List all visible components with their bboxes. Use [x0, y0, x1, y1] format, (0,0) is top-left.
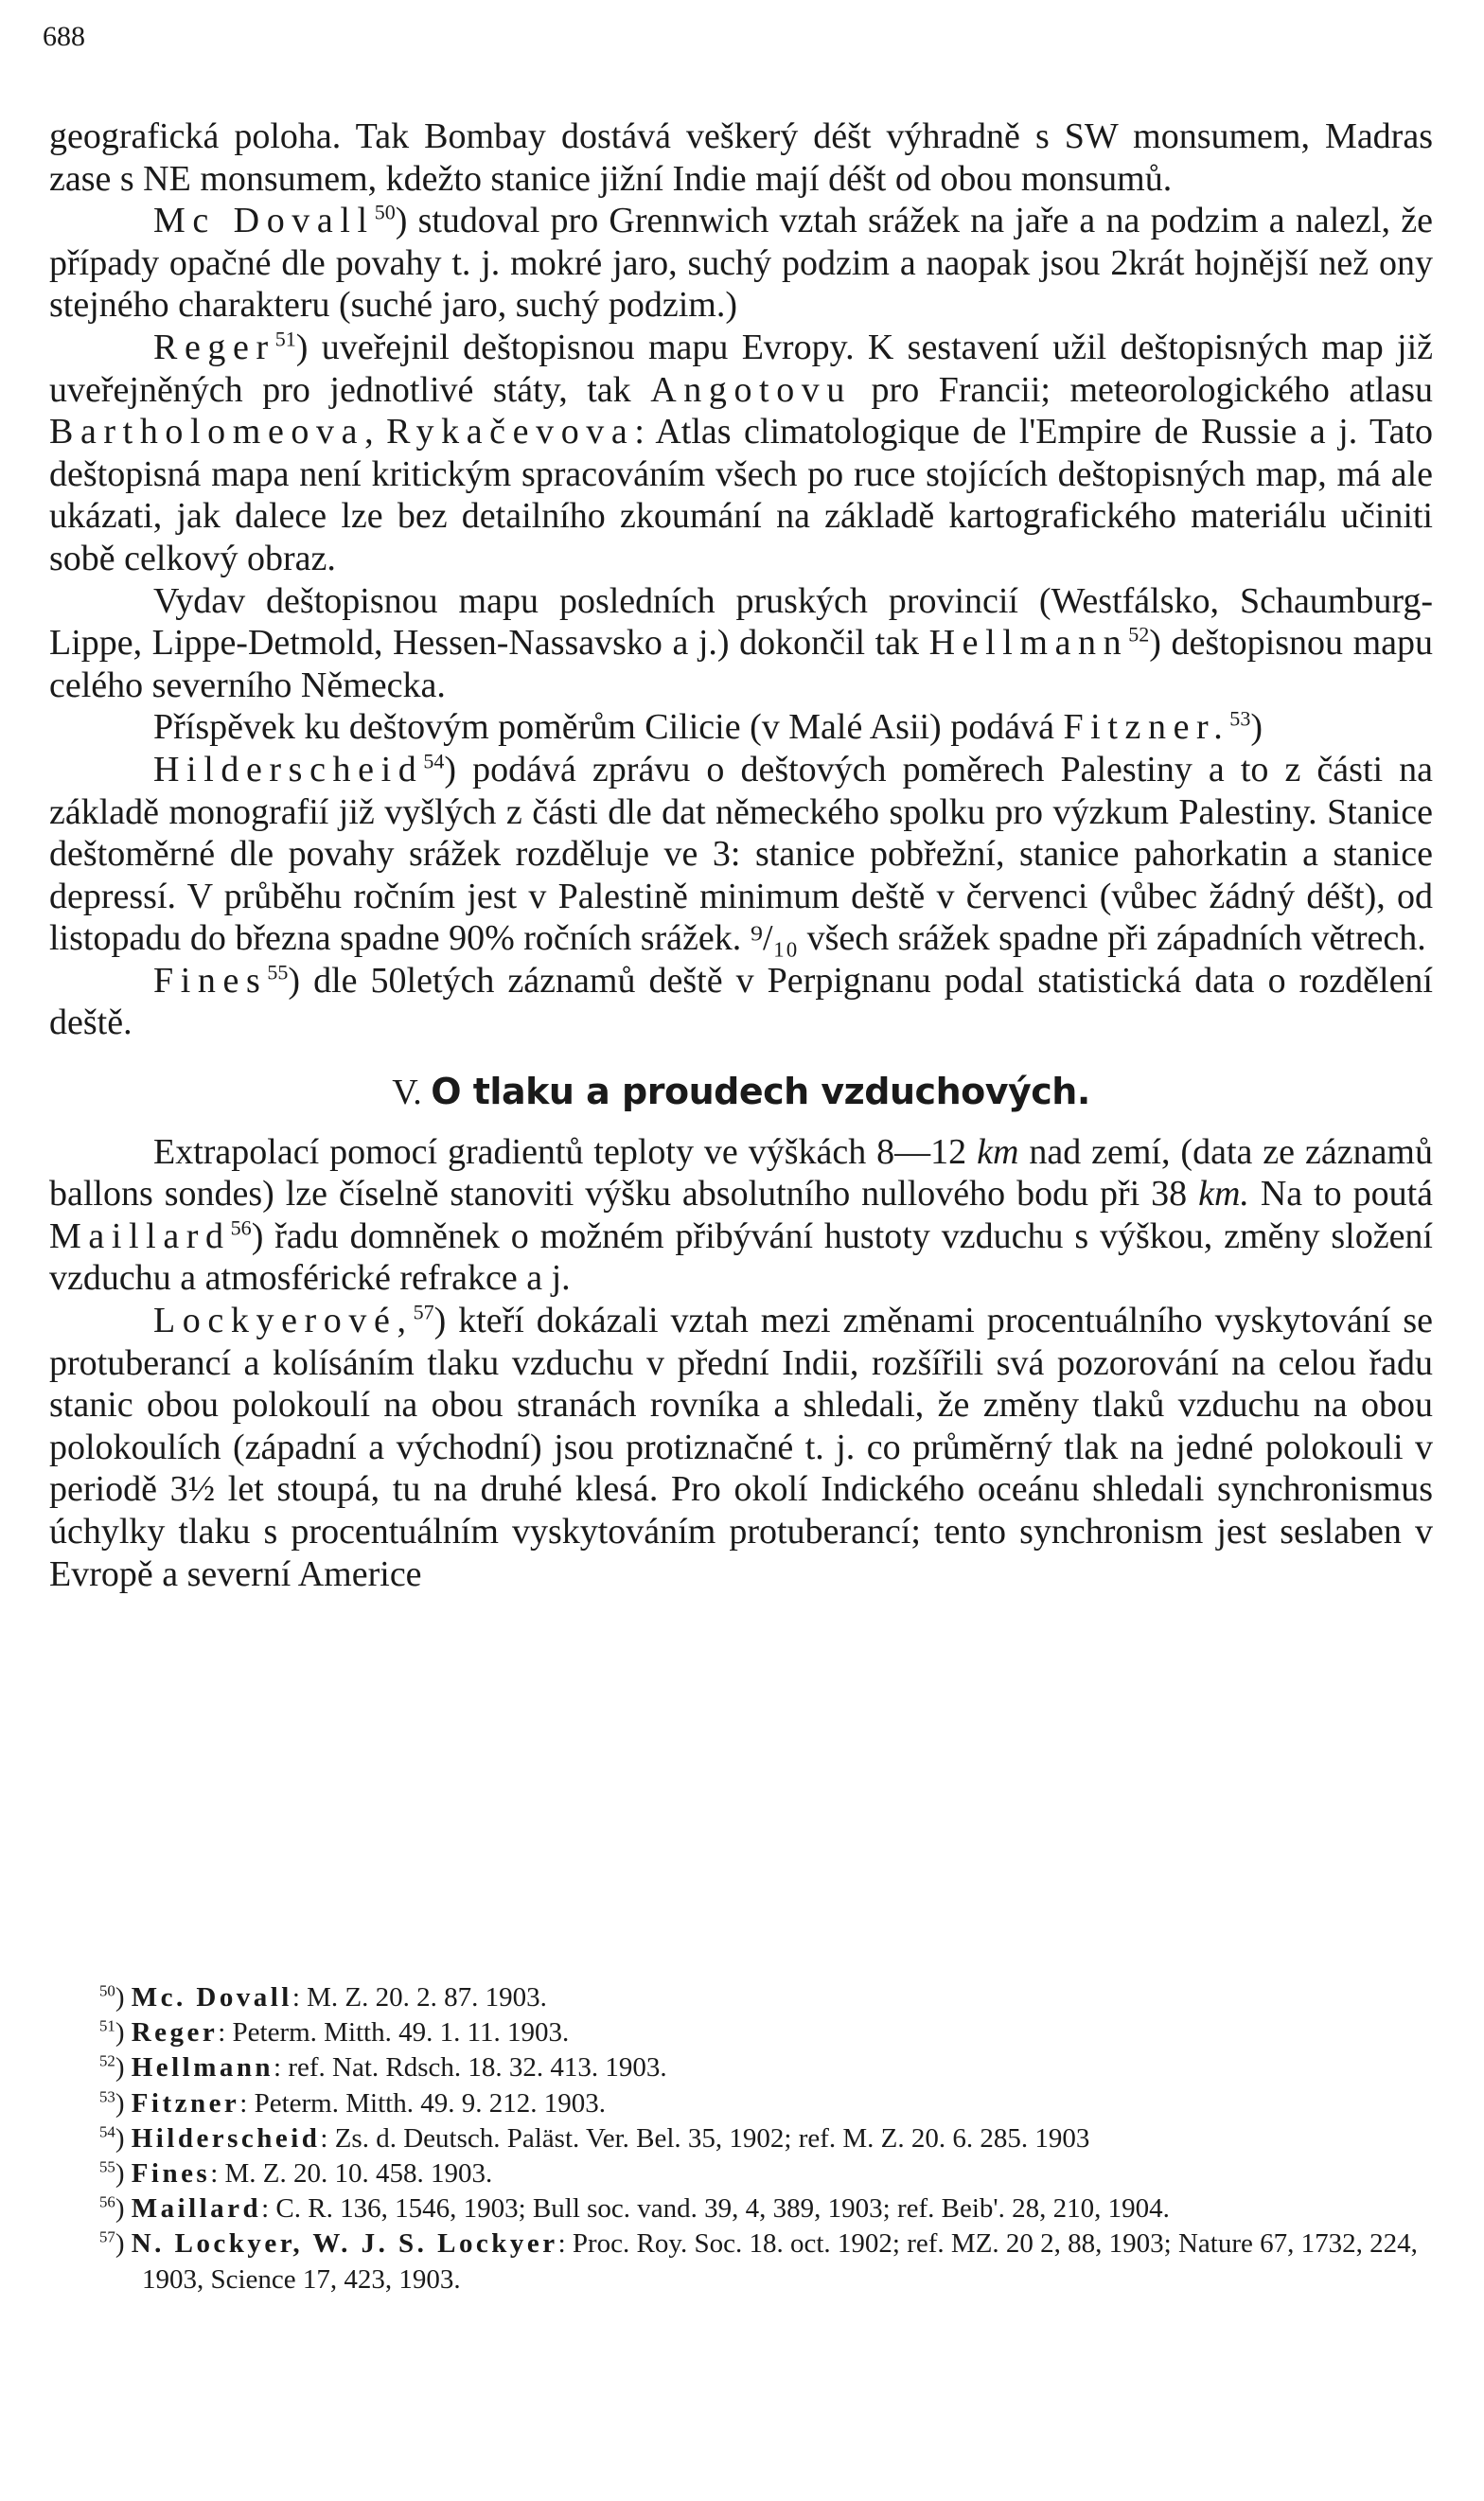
footnote-ref: 55	[267, 960, 289, 984]
author-name: Mc Dovall	[153, 201, 375, 241]
footnote-author: Mc. Dovall	[131, 1982, 292, 2013]
footnote: $^{53}$) Fitzner: Peterm. Mitth. 49. 9. 212. 1903.	[99, 2086, 606, 2119]
footnote-text: : Peterm. Mitth. 49. 1. 11. 1903.	[218, 2017, 570, 2049]
author-name: Fitzner.	[1063, 707, 1230, 748]
paragraph	[49, 327, 1433, 580]
paragraph: geografická poloha. Tak Bombay dostává veškerý déšt výhradně s SW monsumem, Madras zase s NE monsumem, kdežto stanice jižní Indie mají déšt od obou monsumů.	[49, 116, 1433, 199]
paragraph-text: ,	[364, 412, 387, 452]
footnote: $^{55}$) Fines: M. Z. 20. 10. 458. 1903.	[99, 2157, 493, 2190]
author-name: Angotovu	[650, 369, 853, 410]
footnote-ref: 51	[274, 327, 296, 351]
author-name: Hellmann	[928, 623, 1129, 664]
author-name: Bartholomeova	[49, 412, 365, 452]
footnote-author: Fitzner	[131, 2087, 240, 2119]
footnote-number: 52	[99, 2051, 115, 2070]
footnote-text: : ref. Nat. Rdsch. 18. 32. 413. 1903.	[274, 2052, 667, 2084]
footnote-author: Hellmann	[131, 2052, 274, 2084]
paragraph-text: všech srážek spadne při západních větrech.	[798, 918, 1426, 959]
footnote-author: Fines	[131, 2158, 211, 2190]
paragraph-text: ) dle 50letých záznamů deště v Perpignanu podal statistická data o rozdělení deště.	[49, 960, 1433, 1043]
footnote-ref: 56	[230, 1215, 252, 1240]
page-number: 688	[43, 21, 85, 52]
footnote-author: N. Lockyer, W. J. S. Lockyer	[131, 2228, 558, 2260]
footnote-ref: 52	[1128, 622, 1150, 647]
footnote-ref: 57	[413, 1300, 434, 1324]
author-name: Hilderscheid	[153, 749, 424, 789]
unit-text: km	[977, 1131, 1019, 1172]
footnote: $^{57}$) N. Lockyer, W. J. S. Lockyer: Proc. Roy. Soc. 18. oct. 1902; ref. MZ. 20 2, 88, 1903; Nature 67, 1732, 224, 1903, Science 17, 423, 1903.	[99, 2227, 1418, 2295]
footnote-author: Hilderscheid	[131, 2122, 321, 2154]
main-text	[49, 115, 1433, 1595]
period-value: 3½	[169, 1469, 216, 1510]
footnote-number: 55	[99, 2157, 115, 2176]
paragraph	[49, 749, 1433, 960]
footnote-author: Maillard	[131, 2193, 262, 2225]
footnote-ref: 54	[423, 749, 445, 773]
footnote-text: : Zs. d. Deutsch. Paläst. Ver. Bel. 35, 1902; ref. M. Z. 20. 6. 285. 1903	[320, 2122, 1090, 2154]
footnote-text: : M. Z. 20. 10. 458. 1903.	[210, 2158, 493, 2190]
footnote-number: 50	[99, 1981, 115, 2000]
fraction-value: ⁹/₁₀	[750, 918, 799, 959]
footnote-number: 56	[99, 2192, 115, 2211]
unit-text: km.	[1198, 1174, 1249, 1215]
paragraph-text: Extrapolací pomocí gradientů teploty ve výškách 8—12	[153, 1131, 978, 1172]
paragraph-text: ) deštopisnou mapu celého severního Německa.	[49, 623, 1433, 705]
paragraph-text: Na to poutá	[1248, 1174, 1433, 1215]
paragraph-text: ) kteří dokázali vztah mezi změnami procentuálního vyskytování se protuberancí a kolísáním tlaku vzduchu v přední Indii, rozšířili svá pozorování na celou řadu stanic obou polokoulí na obou stranách rovníka a shledali, že změny tlaků vzduchu na obou polokoulích (západní a východní) jsou protiznačné t. j. co průměrný tlak na jedné polokouli v periodě	[49, 1301, 1433, 1510]
paragraph-text: nad zemí, (data ze záznamů ballons sondes) lze číselně stanoviti výšku absolutního nullového bodu při 38	[49, 1131, 1433, 1215]
author-name: Rykačevova	[386, 412, 635, 452]
paragraph-text: pro Francii; meteorologického atlasu	[852, 369, 1433, 410]
footnote: $^{54}$) Hilderscheid: Zs. d. Deutsch. Paläst. Ver. Bel. 35, 1902; ref. M. Z. 20. 6. 285. 1903	[99, 2122, 1090, 2154]
footnote-ref: 50	[374, 200, 396, 224]
paragraph	[49, 1131, 1433, 1300]
paragraph-text: ) studoval pro Grennwich vztah srážek na jaře a na podzim a nalezl, že případy opačné dle povahy t. j. mokré jaro, suchý podzim a naopak jsou 2krát hojnější než ony stejného charakteru (suché jaro, suchý podzim.)	[49, 201, 1433, 326]
paragraph-text: ) uveřejnil deštopisnou mapu Evropy. K sestavení užil deštopisných map již uveřejněných pro jednotlivé státy, tak	[49, 327, 1433, 410]
paragraph-text: ročních srážek.	[514, 918, 751, 959]
footnote: $^{56}$) Maillard: C. R. 136, 1546, 1903; Bull soc. vand. 39, 4, 389, 1903; ref. Beib'. 28, 210, 1904.	[99, 2192, 1170, 2225]
paragraph-text: ) podává zprávu o deštových poměrech Palestiny a to z části na základě monografií již vyšlých z části dle dat německého spolku pro výzkum Palestiny. Stanice deštoměrné dle povahy srážek rozděluje ve 3: stanice pobřežní, stanice pahorkatin a stanice depressí. V průběhu ročním jest v Palestině minimum deště v červenci (vůbec žádný déšt), od listopadu do března spadne	[49, 749, 1433, 959]
section-number: V.	[392, 1073, 422, 1113]
footnote-text: : Proc. Roy. Soc. 18. oct. 1902; ref. MZ. 20 2, 88, 1903; Nature 67, 1732, 224, 1903, Science 17, 423, 1903.	[142, 2228, 1418, 2295]
footnote-number: 51	[99, 2016, 115, 2035]
author-name: Maillard	[49, 1215, 231, 1256]
footnote-number: 53	[99, 2086, 115, 2105]
author-name: Reger	[153, 327, 275, 367]
footnote-text: : M. Z. 20. 2. 87. 1903.	[292, 1982, 547, 2013]
paragraph-text: Příspěvek ku deštovým poměrům Cilicie (v Malé Asii) podává	[153, 707, 1064, 748]
author-name: Lockyerové,	[153, 1301, 414, 1341]
footnote-number: 54	[99, 2122, 115, 2141]
footnotes	[49, 1980, 1433, 2297]
footnote: $^{52}$) Hellmann: ref. Nat. Rdsch. 18. 32. 413. 1903.	[99, 2051, 667, 2084]
paragraph-text: )	[1250, 707, 1263, 748]
footnote-number: 57	[99, 2227, 115, 2246]
section-heading	[49, 1071, 1433, 1114]
paragraph-text: let stoupá, tu na druhé klesá. Pro okolí Indického oceánu shledali synchronismus úchylky tlaku s procentuálním vyskytováním protuberancí; tento synchronism jest seslaben v Evropě a severní Americe	[49, 1469, 1433, 1594]
section-title: O tlaku a proudech vzduchových.	[431, 1071, 1090, 1113]
footnote-author: Reger	[131, 2017, 219, 2049]
paragraph	[49, 580, 1433, 707]
paragraph	[49, 960, 1433, 1044]
paragraph	[49, 1300, 1433, 1595]
paragraph-text: : Atlas climatologique de l'Empire de Russie a j. Tato deštopisná mapa není kritickým spracováním všech po ruce stojících deštopisných map, má ale ukázati, jak dalece lze bez detailního zkoumání na základě kartografického materiálu učiniti sobě celkový obraz.	[49, 412, 1433, 578]
paragraph-text: ) řadu domněnek o možném přibývání hustoty vzduchu s výškou, změny složení vzduchu a atmosférické refrakce a j.	[49, 1215, 1433, 1299]
percent-value: 90%	[449, 918, 515, 959]
footnote-ref: 53	[1229, 706, 1251, 731]
paragraph	[49, 200, 1433, 327]
footnote: $^{50}$) Mc. Dovall: M. Z. 20. 2. 87. 1903.	[99, 1981, 547, 2013]
footnote-text: : Peterm. Mitth. 49. 9. 212. 1903.	[239, 2087, 606, 2119]
paragraph-text: Vydav deštopisnou mapu posledních pruských provincií (Westfálsko, Schaumburg-Lippe, Lippe-Detmold, Hessen-Nassavsko a j.) dokončil tak	[49, 580, 1433, 664]
author-name: Fines	[153, 960, 268, 1001]
paragraph	[49, 706, 1433, 749]
footnote-text: : C. R. 136, 1546, 1903; Bull soc. vand. 39, 4, 389, 1903; ref. Beib'. 28, 210, 1904.	[261, 2193, 1170, 2225]
footnote: $^{51}$) Reger: Peterm. Mitth. 49. 1. 11. 1903.	[99, 2016, 570, 2049]
